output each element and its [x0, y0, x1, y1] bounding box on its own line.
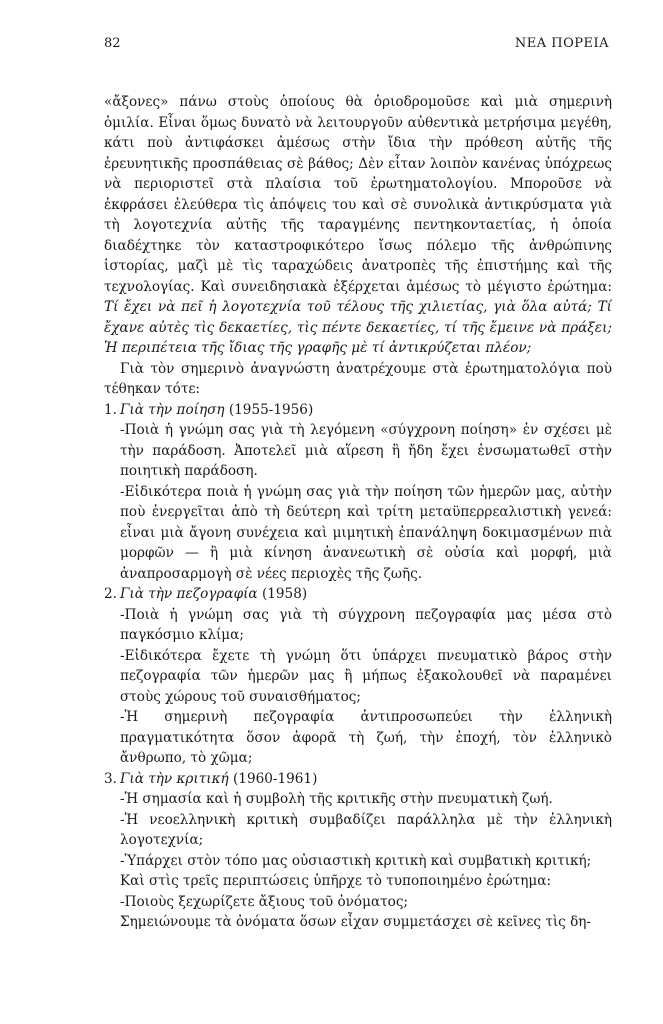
- question-item: -Ποιοὺς ξεχωρίζετε ἄξιους τοῦ ὀνόματος;: [120, 893, 409, 910]
- closing-line: Σημειώνουμε τὰ ὀνόματα ὅσων εἶχαν συμμετάσχει σὲ κεῖνες τὶς δη-: [120, 914, 592, 930]
- section-title-italic: Γιὰ τὴν κριτική: [120, 770, 229, 787]
- section-title: [104, 400, 612, 421]
- section-title-italic: Γιὰ τὴν πεζογραφία: [120, 586, 258, 602]
- page-body: [104, 92, 612, 933]
- section-number: 1.: [104, 401, 117, 418]
- question-item: -Ποιὰ ἡ γνώμη σας γιὰ τὴ σύγχρονη πεζογραφία μας μέσα στὸ παγκόσμιο κλίμα;: [120, 606, 612, 643]
- section-title-italic: Γιὰ τὴν ποίηση: [120, 401, 225, 418]
- section-note: Καὶ στὶς τρεῖς περιπτώσεις ὑπῆρχε τὸ τυποποιημένο ἐρώτημα:: [120, 873, 552, 889]
- page-number: 82: [104, 36, 121, 51]
- question-item: -Εἰδικότερα ποιὰ ἡ γνώμη σας γιὰ τὴν ποίηση τῶν ἡμερῶν μας, αὐτὴν ποὺ ἐνεργεῖται ἀπὸ τὴ δεύτερη καὶ τρίτη μεταϋπερρεαλιστικὴ γενεά: εἶναι μιὰ ἄγονη συνέχεια καὶ μιμητικὴ ἐπανάληψη δοκιμασμένων πιὰ μορφῶν — ἢ μιὰ κίνηση ἀνανεωτικὴ σὲ οὐσία καὶ μορφή, μιὰ ἀναπροσαρμογὴ σὲ νέες περιοχὲς τῆς ζωῆς.: [120, 483, 612, 582]
- intro-paragraph: [104, 92, 612, 359]
- page-header: [104, 36, 609, 56]
- intro-paragraph-text: «ἄξονες» πάνω στοὺς ὁποίους θὰ ὁριοδρομοῦσε καὶ μιὰ σημερινὴ ὁμιλία. Εἶναι ὅμως δυνατὸ νὰ λειτουργοῦν αὐθεντικὰ μετρήσιμα μεγέθη, κάτι ποὺ ἀντιφάσκει ἀμέσως στὴν ἴδια τὴν πρόθεση αὐτῆς τῆς ἐρευνητικῆς προσπάθειας σὲ βάθος; Δὲν εἶταν λοιπὸν κανένας ὑπόχρεως νὰ περιοριστεῖ στὰ πλαίσια τοῦ ἐρωτηματολογίου. Μποροῦσε νὰ ἐκφράσει ἐλεύθερα τὶς ἀπόψεις του καὶ σὲ συνολικὰ ἀντικρύσματα γιὰ τὴ λογοτεχνία αὐτῆς τῆς ταραγμένης πεντηκονταετίας, ἡ ὁποία διαδέχτηκε τὸν καταστροφικότερο ἴσως πόλεμο τῆς ἀνθρώπινης ἱστορίας, μαζὶ μὲ τὶς ταραχώδεις ἀνατροπὲς τῆς ἐπιστήμης καὶ τῆς τεχνολογίας. Καὶ συνειδησιακὰ ἐξέρχεται ἀμέσως τὸ μέγιστο ἐρώτημα:: [104, 94, 612, 295]
- section-title: [104, 584, 612, 605]
- intro-paragraph-italic: Τί ἔχει νὰ πεῖ ἡ λογοτεχνία τοῦ τέλους τῆς χιλιετίας, γιὰ ὅλα αὐτά; Τί ἔχανε αὐτὲς τὶς δεκαετίες, τὶς πέντε δεκαετίες, τί τῆς ἔμεινε νὰ πράξει; Ἡ περιπέτεια τῆς ἴδιας τῆς γραφῆς μὲ τί ἀντικρύζεται πλέον;: [104, 299, 612, 356]
- section-years: (1958): [257, 586, 308, 602]
- section-title: [104, 769, 612, 790]
- question-item: -Εἰδικότερα ἔχετε τὴ γνώμη ὅτι ὑπάρχει πνευματικὸ βάρος στὴν πεζογραφία τῶν ἡμερῶν μας ἢ μήπως ἐξακολουθεῖ νὰ παραμένει στοὺς χώρους τοῦ συναισθήματος;: [120, 647, 612, 705]
- question-item: -Ὑπάρχει στὸν τόπο μας οὐσιαστικὴ κριτικὴ καὶ συμβατικὴ κριτική;: [120, 852, 592, 869]
- running-title: ΝΕΑ ΠΟΡΕΙΑ: [514, 36, 609, 51]
- question-item: -Ἡ σημερινὴ πεζογραφία ἀντιπροσωπεύει τὴν ἑλληνικὴ πραγματικότητα ὅσον ἀφορᾶ τὴ ζωή, τὴν ἐποχή, τὸν ἑλληνικὸ ἄνθρωπο, τὸ χῶμα;: [120, 709, 612, 766]
- question-item: -Ἡ νεοελληνικὴ κριτικὴ συμβαδίζει παράλληλα μὲ τὴν ἑλληνικὴ λογοτεχνία;: [120, 811, 612, 848]
- section-years: (1960-1961): [228, 770, 318, 787]
- section-number: 3.: [104, 770, 117, 787]
- section-number: 2.: [104, 586, 117, 602]
- question-item: -Ποιὰ ἡ γνώμη σας γιὰ τὴ λεγόμενη «σύγχρονη ποίηση» ἐν σχέσει μὲ τὴν παράδοση. Ἀποτελεῖ μιὰ αἵρεση ἢ ἤδη ἔχει ἐνσωματωθεῖ στὴν ποιητικὴ παράδοση.: [120, 422, 612, 479]
- intro-paragraph-2: Γιὰ τὸν σημερινὸ ἀναγνώστη ἀνατρέχουμε στὰ ἐρωτηματολόγια ποὺ τέθηκαν τότε:: [104, 360, 612, 397]
- question-item: -Ἡ σημασία καὶ ἡ συμβολὴ τῆς κριτικῆς στὴν πνευματικὴ ζωή.: [120, 791, 553, 807]
- section-years: (1955-1956): [224, 401, 314, 418]
